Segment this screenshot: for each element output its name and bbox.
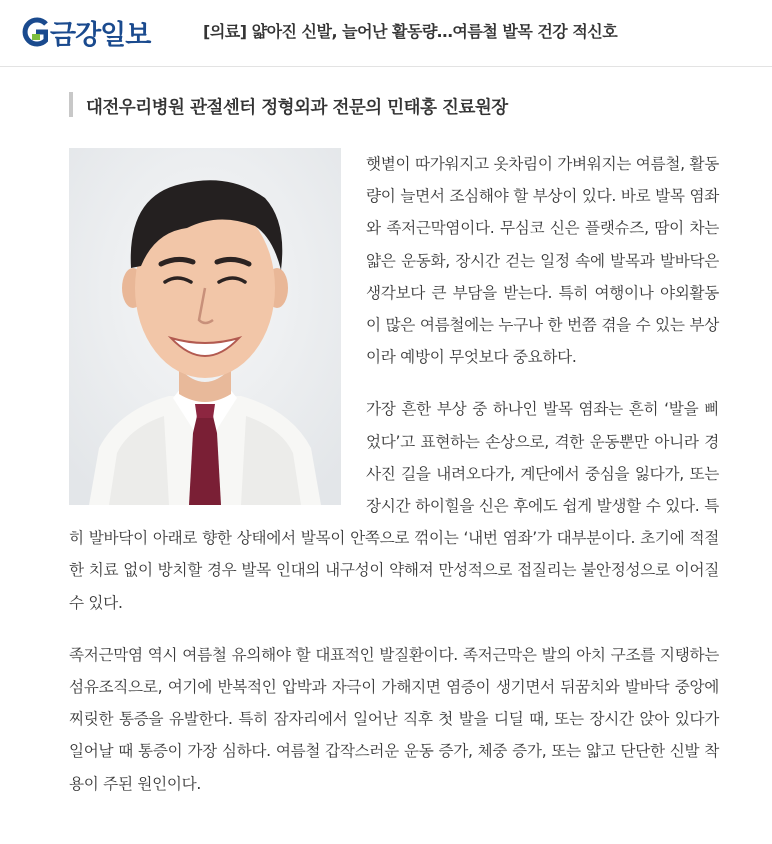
article-paragraph: 족저근막염 역시 여름철 유의해야 할 대표적인 발질환이다. 족저근막은 발의 아치 구조를 지탱하는 섬유조직으로, 여기에 반복적인 압박과 자극이 가해지면 염증이 생기면서 뒤꿈치와 발바닥 중앙에 찌릿한 통증을 유발한다. 특히 잠자리에서 일어난 직후 첫 발을 디딜 때, 또는 장시간 앉아 있다가 일어날 때 통증이 가장 심하다. 여름철 갑작스러운 운동 증가, 체중 증가, 또는 얇고 단단한 신발 착용이 주된 원인이다.	[69, 645, 719, 793]
photo-float-space	[69, 148, 366, 520]
site-logo[interactable]	[22, 12, 150, 52]
article-subtitle: 대전우리병원 관절센터 정형외과 전문의 민태홍 진료원장	[86, 98, 508, 118]
article-body	[69, 148, 719, 820]
article-headline[interactable]	[203, 19, 617, 42]
logo-g-icon	[22, 17, 48, 47]
subtitle-divider	[69, 92, 73, 117]
headline-category: [의료]	[203, 22, 247, 41]
article-paragraph: 햇볕이 따가워지고 옷차림이 가벼워지는 여름철, 활동량이 늘면서 조심해야 할 부상이 있다. 바로 발목 염좌와 족저근막염이다. 무심코 신은 플랫슈즈, 땀이 차는 얇은 운동화, 장시간 걷는 일정 속에 발목과 발바닥은 생각보다 큰 부담을 받는다. 특히 여행이나 야외활동이 많은 여름철에는 누구나 한 번쯤 겪을 수 있는 부상이라 예방이 무엇보다 중요하다.	[366, 155, 719, 367]
site-header	[0, 0, 772, 67]
logo-text: 금강일보	[50, 19, 151, 51]
headline-text: 얇아진 신발, 늘어난 활동량…여름철 발목 건강 적신호	[246, 22, 618, 41]
article-paragraph: 가장 흔한 부상 중 하나인 발목 염좌는 흔히 ‘발을 삐었다’고 표현하는 손상으로, 격한 운동뿐만 아니라 경사진 길을 내려오다가, 계단에서 중심을 잃다가, 또는 장시간 하이힐을 신은 후에도 쉽게 발생할 수 있다. 특히 발바닥이 아래로 향한 상태에서 발목이 안쪽으로 꺾이는 ‘내번 염좌’가 대부분이다. 초기에 적절한 치료 없이 방치할 경우 발목 인대의 내구성이 약해져 만성적으로 접질리는 불안정성으로 이어질 수 있다.	[69, 400, 719, 612]
